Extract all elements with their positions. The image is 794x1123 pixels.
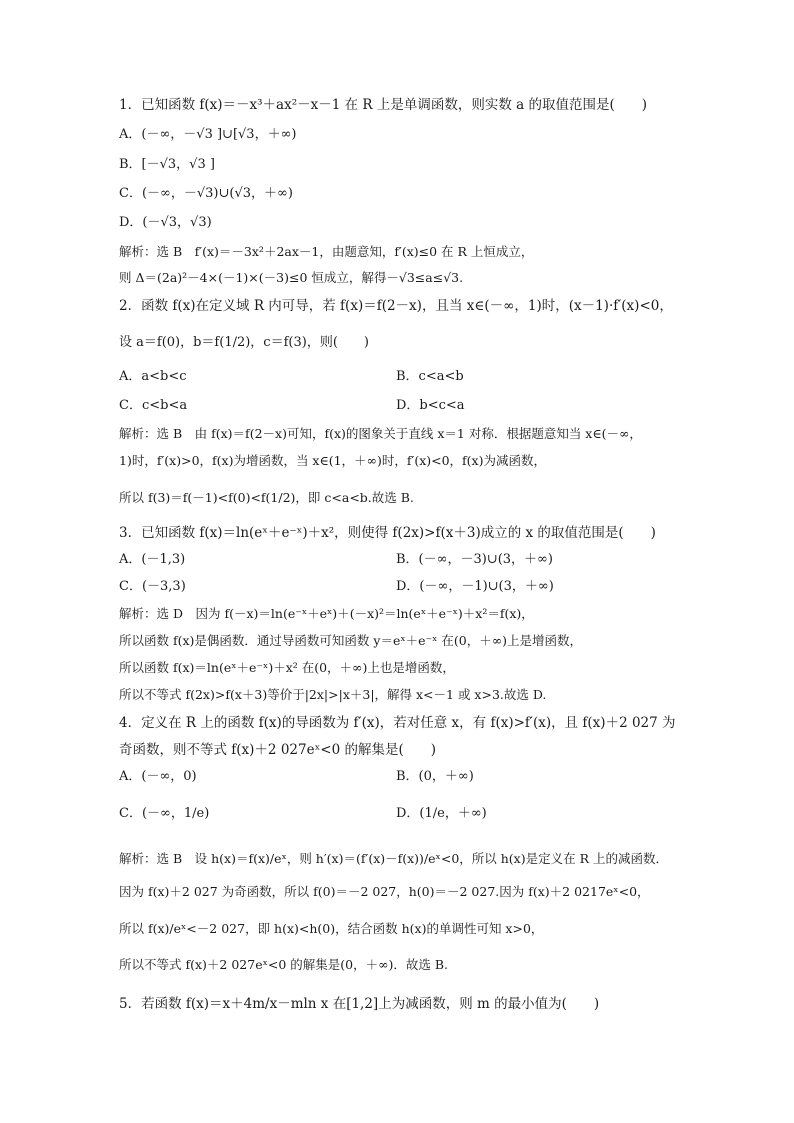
q3-option-b: B．(－∞，－3)∪(3，＋∞) [396,552,553,567]
q4-option-c: C．(－∞，1/e) [119,806,210,821]
q4-stem-line1: 4．定义在 R 上的函数 f(x)的导函数为 f′(x)，若对任意 x，有 f(x)>f′(x)，且 f(x)＋2 027 为 [119,715,676,731]
q1-option-b: B．[－√3，√3 ] [119,157,215,172]
q2-stem-line2: 设 a＝f(0)，b＝f(1/2)，c＝f(3)，则( ) [119,335,369,350]
q4-option-a: A．(－∞，0) [119,769,197,784]
q3-stem: 3．已知函数 f(x)＝ln(eˣ＋e⁻ˣ)＋x²，则使得 f(2x)>f(x＋3)成立的 x 的取值范围是( ) [119,525,656,541]
q1-option-c: C．(－∞，－√3)∪(√3，＋∞) [119,186,293,201]
q4-solution-line3: 所以 f(x)/eˣ<－2 027，即 h(x)<h(0)，结合函数 h(x)的单调性可知 x>0， [119,921,544,936]
q4-solution-line2: 因为 f(x)＋2 027 为奇函数，所以 f(0)＝－2 027，h(0)＝－2 027.因为 f(x)＋2 0217eˣ<0， [119,884,650,899]
q3-option-d: D．(－∞，－1)∪(3，＋∞) [396,579,554,594]
q4-solution-line1: 解析：选 B 设 h(x)＝f(x)/eˣ，则 h′(x)＝(f′(x)－f(x))/eˣ<0，所以 h(x)是定义在 R 上的减函数． [119,851,668,866]
q3-solution-line3: 所以函数 f(x)＝ln(eˣ＋e⁻ˣ)＋x² 在(0，＋∞)上也是增函数， [119,660,455,675]
q2-option-a: A．a<b<c [119,369,187,384]
q2-solution-line3: 所以 f(3)＝f(－1)<f(0)<f(1/2)，即 c<a<b.故选 B. [119,490,414,505]
q2-stem-line1: 2．函数 f(x)在定义域 R 内可导，若 f(x)＝f(2－x)，且当 x∈(－∞，1)时，(x－1)·f′(x)<0， [119,298,673,314]
q1-option-a: A．(－∞，－√3 ]∪[√3，＋∞) [119,127,297,142]
q4-option-d: D．(1/e，＋∞) [396,806,487,821]
q3-option-c: C．(－3,3) [119,579,186,594]
q3-solution-line1: 解析：选 D 因为 f(－x)＝ln(e⁻ˣ＋eˣ)＋(－x)²＝ln(eˣ＋e⁻ˣ)＋x²＝f(x)， [119,606,534,621]
q4-stem-line2: 奇函数，则不等式 f(x)＋2 027eˣ<0 的解集是( ) [119,742,437,758]
q2-option-d: D．b<c<a [396,398,465,413]
q5-stem: 5．若函数 f(x)＝x＋4m/x－mln x 在[1,2]上为减函数，则 m 的最小值为( ) [119,996,600,1012]
q4-solution-line4: 所以不等式 f(x)＋2 027eˣ<0 的解集是(0，＋∞)．故选 B. [119,957,449,972]
q3-solution-line4: 所以不等式 f(2x)>f(x＋3)等价于|2x|>|x＋3|，解得 x<－1 或 x>3.故选 D. [119,687,547,702]
q1-option-d: D．(－√3，√3) [119,215,212,230]
q3-option-a: A．(－1,3) [119,552,186,567]
q1-solution-line2: 则 Δ＝(2a)²－4×(－1)×(－3)≤0 恒成立，解得－√3≤a≤√3. [119,270,464,285]
q2-solution-line1: 解析：选 B 由 f(x)＝f(2－x)可知，f(x)的图象关于直线 x＝1 对称．根据题意知当 x∈(－∞， [119,426,642,441]
q2-option-c: C．c<b<a [119,398,188,413]
q1-stem: 1．已知函数 f(x)＝－x³＋ax²－x－1 在 R 上是单调函数，则实数 a 的取值范围是( ) [119,97,648,113]
q3-solution-line2: 所以函数 f(x)是偶函数．通过导函数可知函数 y＝eˣ＋e⁻ˣ 在(0，＋∞)上是增函数， [119,633,583,648]
q1-solution-line1: 解析：选 B f′(x)＝－3x²＋2ax－1，由题意知，f′(x)≤0 在 R 上恒成立， [119,244,534,259]
q2-solution-line2: 1)时，f′(x)>0，f(x)为增函数，当 x∈(1，＋∞)时，f′(x)<0，f(x)为减函数， [119,453,546,468]
q4-option-b: B．(0，＋∞) [396,769,474,784]
q2-option-b: B．c<a<b [396,369,464,384]
